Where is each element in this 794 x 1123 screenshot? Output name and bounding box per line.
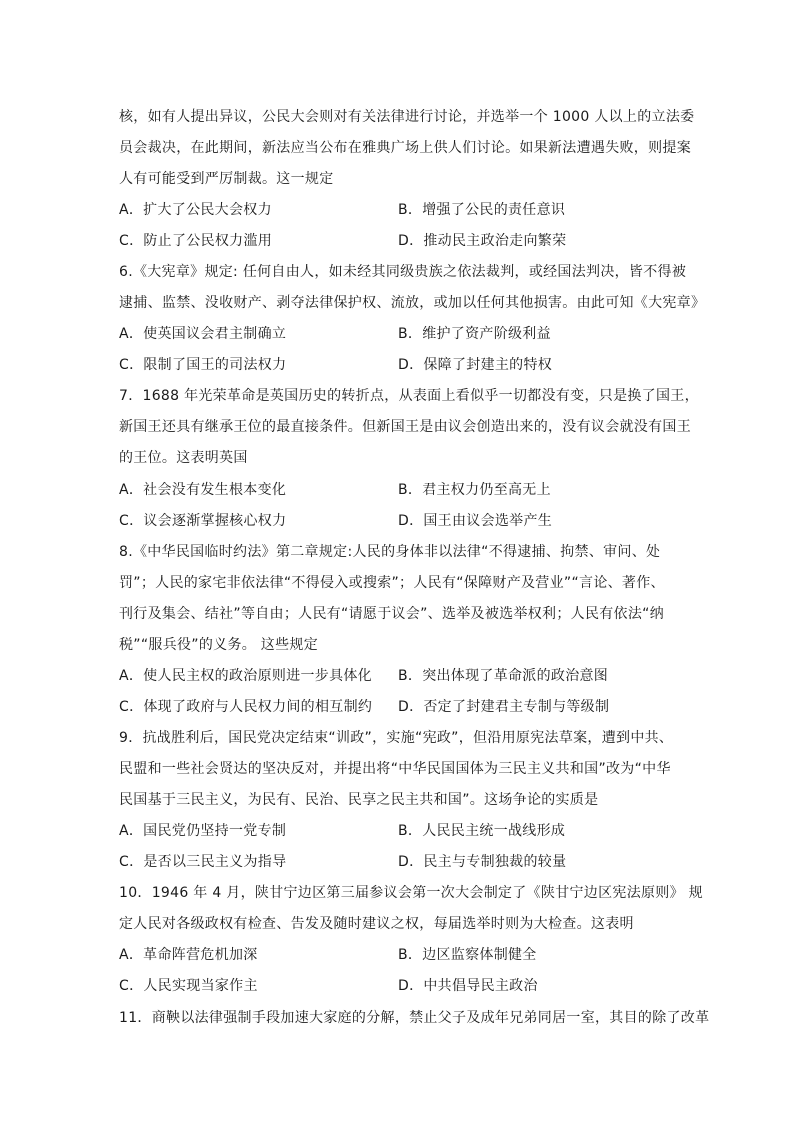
q6-line-1: 6.《大宪章》规定: 任何自由人，如未经其同级贵族之依法裁判，或经国法判决，皆不得被 [119,264,687,280]
q8-line-1: 8.《中华民国临时约法》第二章规定:人民的身体非以法律“不得逮捕、拘禁、审问、处 [119,544,661,560]
q10-option-d: D．中共倡导民主政治 [398,978,538,994]
q7-line-3: 的王位。这表明英国 [119,450,248,466]
q9-option-b: B．人民民主统一战线形成 [398,823,566,839]
q5-option-c: C．防止了公民权力滥用 [119,233,273,249]
q10-option-c: C．人民实现当家作主 [119,978,258,994]
q7-line-2: 新国王还具有继承王位的最直接条件。但新国王是由议会创造出来的，没有议会就没有国王 [119,419,691,435]
q8-option-c: C．体现了政府与人民权力间的相互制约 [119,699,373,715]
q8-line-4: 税”“服兵役”的义务。 这些规定 [119,637,319,653]
q8-option-b: B．突出体现了革命派的政治意图 [398,668,609,684]
q9-line-3: 民国基于三民主义，为民有、民治、民享之民主共和国”。这场争论的实质是 [119,792,599,808]
q5-option-b: B．增强了公民的责任意识 [398,202,566,218]
q9-line-2: 民盟和一些社会贤达的坚决反对，并提出将“中华民国国体为三民主义共和国”改为“中华 [119,761,671,777]
q8-option-d: D．否定了封建君主专制与等级制 [398,699,610,715]
q6-option-a: A．使英国议会君主制确立 [119,326,287,342]
q5-line-2: 员会裁决，在此期间，新法应当公布在雅典广场上供人们讨论。如果新法遭遇失败，则提案 [119,140,691,156]
q6-option-d: D．保障了封建主的特权 [398,357,553,373]
q10-line-2: 定人民对各级政权有检查、告发及随时建议之权，每届选举时则为大检查。这表明 [119,916,634,932]
q8-line-2: 罚”；人民的家宅非依法律“不得侵入或搜索”；人民有“保障财产及营业”“言论、著作、 [119,575,665,591]
q7-line-1: 7．1688 年光荣革命是英国历史的转折点，从表面上看似乎一切都没有变，只是换了国王， [119,388,699,404]
q7-option-b: B．君主权力仍至高无上 [398,482,551,498]
q7-option-c: C．议会逐渐掌握核心权力 [119,513,287,529]
q10-line-1: 10．1946 年 4 月，陕甘宁边区第三届参议会第一次大会制定了《陕甘宁边区宪法原则》 规 [119,885,703,901]
q5-line-3: 人有可能受到严厉制裁。这一规定 [119,171,334,187]
q7-option-a: A．社会没有发生根本变化 [119,482,287,498]
q8-line-3: 刊行及集会、结社”等自由；人民有“请愿于议会”、选举及被选举权利；人民有依法“纳 [119,606,665,622]
q10-option-a: A．革命阵营危机加深 [119,947,258,963]
q7-option-d: D．国王由议会选举产生 [398,513,553,529]
q10-option-b: B．边区监察体制健全 [398,947,537,963]
q9-option-a: A．国民党仍坚持一党专制 [119,823,287,839]
q6-option-b: B．维护了资产阶级利益 [398,326,551,342]
q9-option-d: D．民主与专制独裁的较量 [398,854,567,870]
q6-option-c: C．限制了国王的司法权力 [119,357,287,373]
q9-line-1: 9．抗战胜利后，国民党决定结束“训政”，实施“宪政”，但沿用原宪法草案，遭到中共、 [119,730,674,746]
q11-line-1: 11．商鞅以法律强制手段加速大家庭的分解，禁止父子及成年兄弟同居一室，其目的除了改革 [119,1010,710,1026]
q6-line-2: 逮捕、监禁、没收财产、剥夺法律保护权、流放，或加以任何其他损害。由此可知《大宪章》 [119,295,706,311]
q8-option-a: A．使人民主权的政治原则进一步具体化 [119,668,372,684]
q5-line-1: 核，如有人提出异议，公民大会则对有关法律进行讨论，并选举一个 1000 人以上的立法委 [119,109,695,125]
q5-option-d: D．推动民主政治走向繁荣 [398,233,567,249]
q5-option-a: A．扩大了公民大会权力 [119,202,272,218]
q9-option-c: C．是否以三民主义为指导 [119,854,287,870]
